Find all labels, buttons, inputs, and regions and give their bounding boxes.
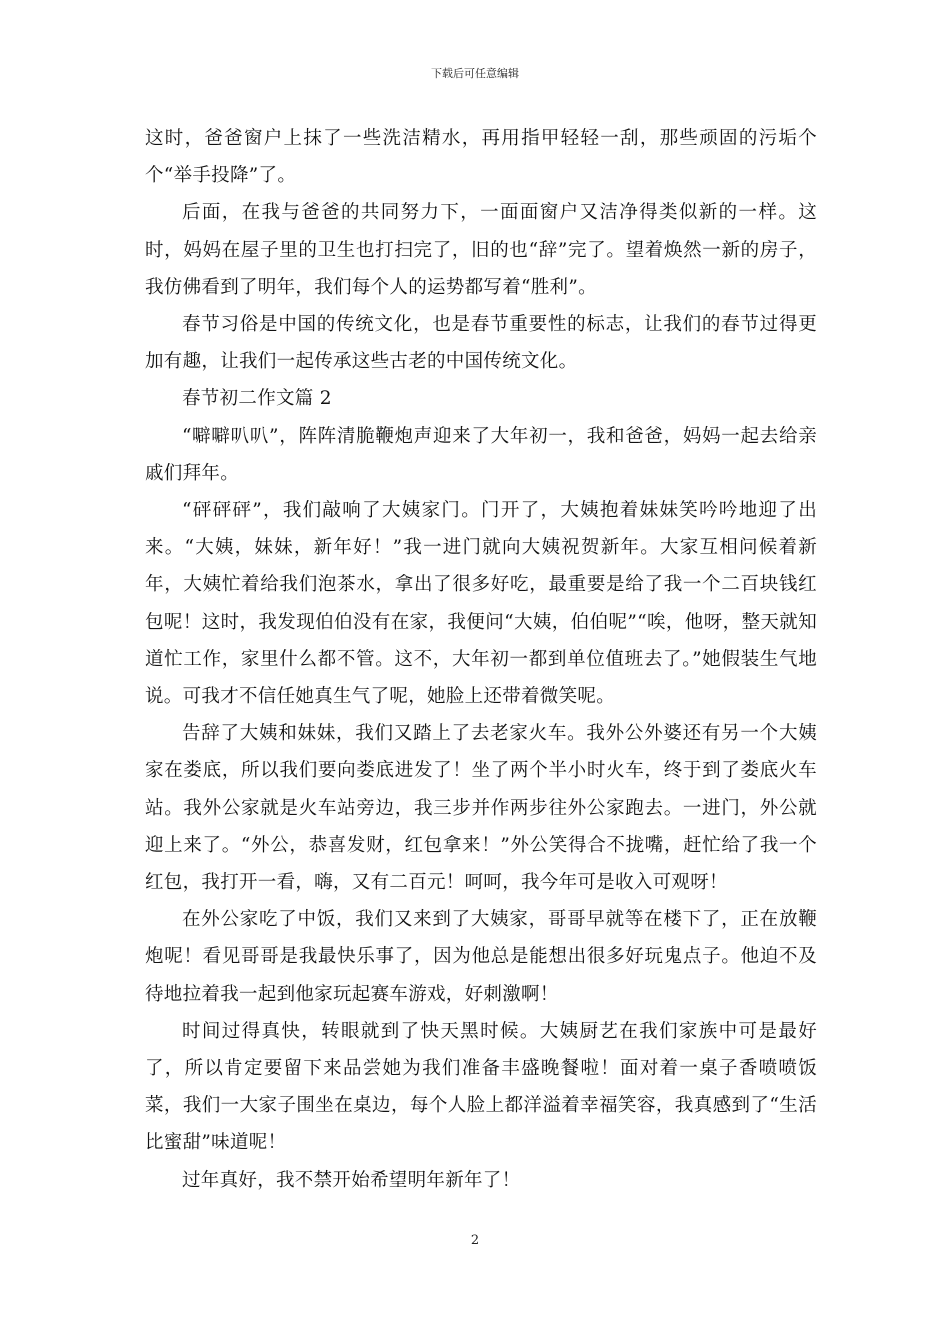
paragraph-continued: 这时，爸爸窗户上抹了一些洗洁精水，再用指甲轻轻一刮，那些顽固的污垢个个“举手投降”了。 [145, 128, 817, 187]
document-body [145, 120, 817, 1199]
paragraph: 春节习俗是中国的传统文化，也是春节重要性的标志，让我们的春节过得更加有趣，让我们一起传承这些古老的中国传统文化。 [145, 314, 817, 373]
section-title: 春节初二作文篇 2 [182, 388, 332, 410]
page-number: 2 [470, 1233, 480, 1248]
paragraph: “噼噼叭叭”，阵阵清脆鞭炮声迎来了大年初一，我和爸爸，妈妈一起去给亲戚们拜年。 [145, 425, 817, 484]
paragraph: 告辞了大姨和妹妹，我们又踏上了去老家火车。我外公外婆还有另一个大姨家在娄底，所以我们要向娄底进发了！坐了两个半小时火车，终于到了娄底火车站。我外公家就是火车站旁边，我三步并作两步往外公家跑去。一进门，外公就迎上来了。“外公，恭喜发财，红包拿来！”外公笑得合不拢嘴，赶忙给了我一个红包，我打开一看，嗨，又有二百元！呵呵，我今年可是收入可观呀！ [145, 723, 817, 894]
page-header: 下载后可任意编辑 [431, 67, 519, 80]
paragraph: 过年真好，我不禁开始希望明年新年了！ [182, 1169, 521, 1191]
paragraph: “砰砰砰”，我们敲响了大姨家门。门开了，大姨抱着妹妹笑吟吟地迎了出来。“大姨，妹妹，新年好！”我一进门就向大姨祝贺新年。大家互相问候着新年，大姨忙着给我们泡茶水，拿出了很多好吃，最重要是给了我一个二百块钱红包呢！这时，我发现伯伯没有在家，我便问“大姨，伯伯呢”“唉，他呀，整天就知道忙工作，家里什么都不管。这不，大年初一都到单位值班去了。”她假装生气地说。可我才不信任她真生气了呢，她脸上还带着微笑呢。 [145, 500, 817, 708]
paragraph: 在外公家吃了中饭，我们又来到了大姨家，哥哥早就等在楼下了，正在放鞭炮呢！看见哥哥是我最快乐事了，因为他总是能想出很多好玩鬼点子。他迫不及待地拉着我一起到他家玩起赛车游戏，好刺激啊！ [145, 909, 817, 1005]
paragraph: 后面，在我与爸爸的共同努力下，一面面窗户又洁净得类似新的一样。这时，妈妈在屋子里的卫生也打扫完了，旧的也“辞”完了。望着焕然一新的房子，我仿佛看到了明年，我们每个人的运势都写着“胜利”。 [145, 202, 817, 298]
paragraph: 时间过得真快，转眼就到了快天黑时候。大姨厨艺在我们家族中可是最好了，所以肯定要留下来品尝她为我们准备丰盛晚餐啦！面对着一桌子香喷喷饭菜，我们一大家子围坐在桌边，每个人脸上都洋溢着幸福笑容，我真感到了“生活比蜜甜”味道呢！ [145, 1020, 817, 1154]
